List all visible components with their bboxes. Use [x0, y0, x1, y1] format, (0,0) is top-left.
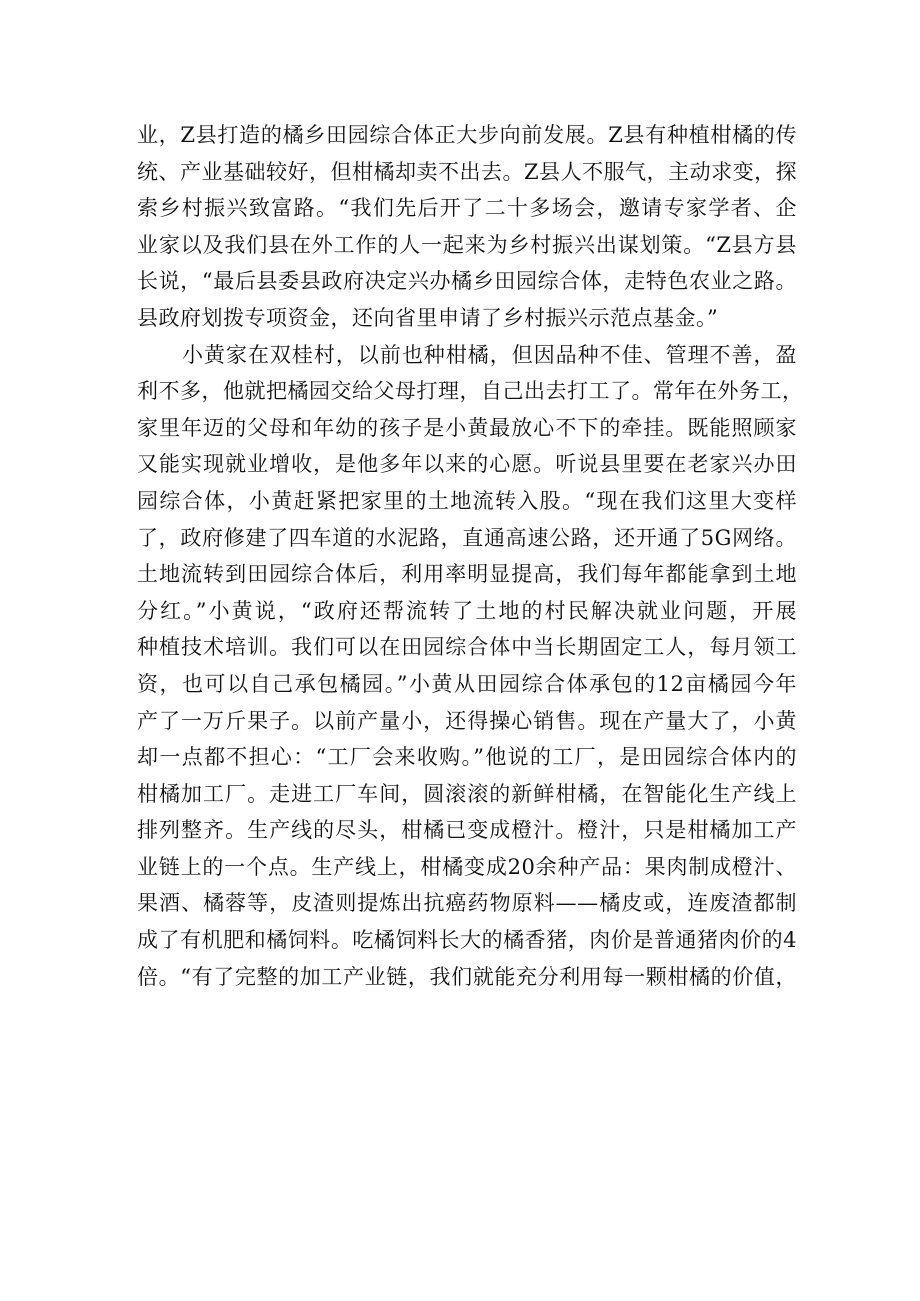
paragraph-2: [137, 337, 804, 996]
text-line: 柑橘加工厂。走进工厂车间，圆滚滚的新鲜柑橘，在智能化生产线上: [137, 781, 797, 806]
text-line: 业链上的一个点。生产线上，柑橘变成20余种产品：果肉制成橙汁、: [137, 854, 797, 879]
text-line: 园综合体，小黄赶紧把家里的土地流转入股。“现在我们这里大变样: [137, 488, 797, 513]
text-line: 倍。“有了完整的加工产业链，我们就能充分利用每一颗柑橘的价值，: [137, 964, 797, 989]
text-line: 又能实现就业增收，是他多年以来的心愿。听说县里要在老家兴办田: [137, 452, 797, 477]
text-line: 索乡村振兴致富路。“我们先后开了二十多场会，邀请专家学者、企: [137, 196, 797, 221]
text-line: 长说，“最后县委县政府决定兴办橘乡田园综合体，走特色农业之路。: [137, 269, 797, 294]
text-line: 种植技术培训。我们可以在田园综合体中当长期固定工人，每月领工: [137, 635, 797, 660]
text-line: 却一点都不担心：“工厂会来收购。”他说的工厂，是田园综合体内的: [137, 745, 797, 770]
text-line: 土地流转到田园综合体后，利用率明显提高，我们每年都能拿到土地: [137, 562, 797, 587]
paragraph-1: [137, 117, 797, 337]
text-line: 家里年迈的父母和年幼的孩子是小黄最放心不下的牵挂。既能照顾家: [137, 415, 797, 440]
text-line: 小黄家在双桂村，以前也种柑橘，但因品种不佳、管理不善，盈: [182, 342, 797, 367]
text-line: 县政府划拨专项资金，还向省里申请了乡村振兴示范点基金。”: [137, 305, 719, 330]
text-line: 业，Z县打造的橘乡田园综合体正大步向前发展。Z县有种植柑橘的传: [137, 123, 797, 147]
text-line: 业家以及我们县在外工作的人一起来为乡村振兴出谋划策。“Z县方县: [137, 232, 797, 257]
text-line: 统、产业基础较好，但柑橘却卖不出去。Z县人不服气，主动求变，探: [137, 159, 798, 184]
text-line: 分红。”小黄说，“政府还帮流转了土地的村民解决就业问题，开展: [137, 598, 797, 623]
text-line: 利不多，他就把橘园交给父母打理，自己出去打工了。常年在外务工，: [137, 379, 804, 404]
text-line: 产了一万斤果子。以前产量小，还得操心销售。现在产量大了，小黄: [137, 708, 797, 733]
text-line: 资，也可以自己承包橘园。”小黄从田园综合体承包的12亩橘园今年: [137, 671, 797, 696]
text-line: 了，政府修建了四车道的水泥路，直通高速公路，还开通了5G网络。: [137, 525, 797, 550]
text-line: 排列整齐。生产线的尽头，柑橘已变成橙汁。橙汁，只是柑橘加工产: [137, 818, 797, 843]
text-line: 成了有机肥和橘饲料。吃橘饲料长大的橘香猪，肉价是普通猪肉价的4: [137, 928, 797, 953]
text-line: 果酒、橘蓉等，皮渣则提炼出抗癌药物原料——橘皮或，连废渣都制: [137, 891, 797, 916]
article-body: [137, 117, 804, 995]
